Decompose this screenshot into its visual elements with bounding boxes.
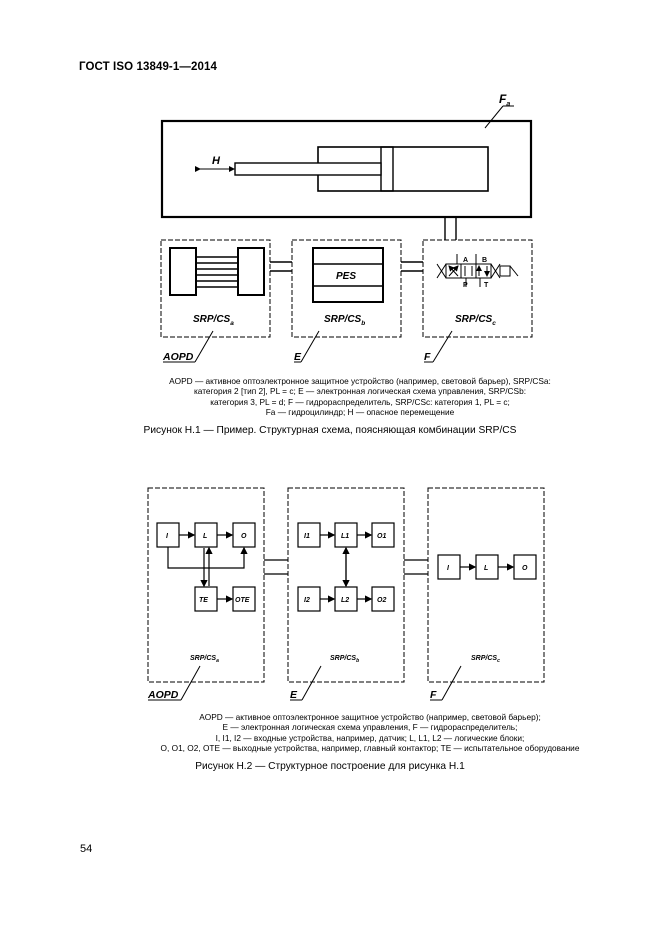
valve-port-b: B	[482, 257, 488, 264]
srp-cs-a-label: SRP/$CS_a$	[193, 314, 234, 327]
pointer-f: F	[424, 351, 431, 363]
valve-port-t: T	[484, 282, 489, 289]
block-a-input	[157, 523, 179, 547]
c-input-label: I	[447, 565, 449, 572]
a-test-label: TE	[199, 597, 208, 604]
srp-cs-c-structure	[428, 488, 544, 682]
srp-cs-a-structure	[148, 488, 264, 682]
figure1-legend-line: Fa — гидроцилиндр; H — опасное перемещение	[265, 407, 455, 418]
a-test-output-label: OTE	[235, 597, 250, 604]
c-output-label: O	[522, 565, 528, 572]
srp-cs-c-label: SRP/$CS_c$	[455, 314, 496, 327]
b-input2-label: I2	[304, 597, 310, 604]
figure2-caption: Рисунок Н.2 — Структурное построение для рисунка Н.1	[195, 761, 465, 772]
b-input1-label: I1	[304, 533, 310, 540]
page-number: 54	[80, 843, 93, 855]
figure1-legend-line: категория 3, PL = d; F — гидрораспределитель, SRP/CSc: категория 1, PL = c;	[210, 396, 510, 407]
figure1-caption: Рисунок Н.1 — Пример. Структурная схема, поясняющая комбинации SRP/CS	[143, 425, 517, 436]
pointer2-aopd: AOPD	[148, 689, 179, 701]
a-logic-label: L	[203, 533, 208, 540]
valve-port-a: A	[463, 257, 469, 264]
aopd-emitter	[170, 248, 196, 295]
c-logic-label: L	[484, 565, 489, 572]
figure1-legend-line: AOPD — активное оптоэлектронное защитное устройство (например, световой барьер), SRP/CSa:	[169, 376, 551, 386]
pointer2-e: E	[290, 689, 298, 701]
srp-cs-b-label: SRP/$CS_b$	[324, 314, 366, 327]
light-beams	[196, 257, 238, 287]
b-output1-label: O1	[377, 533, 387, 540]
pes-label: PES	[336, 271, 357, 282]
srp-cs-b-structure-label: SRP/$CS_b$	[330, 655, 360, 664]
figure1-legend	[110, 376, 610, 418]
valve-port-p: P	[463, 282, 468, 289]
piston	[381, 147, 393, 191]
document-header: ГОСТ ISO 13849-1—2014	[79, 61, 217, 73]
b-logic1-label: L1	[341, 533, 350, 540]
fa-label: $F_a$	[499, 92, 511, 108]
pointer2-f: F	[430, 689, 437, 701]
pointer-e: E	[294, 351, 302, 363]
srp-cs-c-structure-label: SRP/$CS_c$	[471, 655, 500, 664]
hydraulic-valve-symbol	[437, 254, 518, 287]
a-input-label: I	[166, 533, 168, 540]
figure2-legend-line: AOPD — активное оптоэлектронное защитное устройство (например, световой барьер);	[199, 712, 541, 722]
srp-cs-a-structure-label: SRP/$CS_a$	[190, 655, 219, 664]
piston-rod	[235, 163, 381, 175]
h-label: H	[212, 155, 220, 167]
b-logic2-label: L2	[341, 597, 350, 604]
a-output-label: O	[241, 533, 247, 540]
block-c-input	[438, 555, 460, 579]
figure2-legend-line: E — электронная логическая схема управления, F — гидрораспределитель;	[222, 722, 518, 733]
figure2-legend-line: I, I1, I2 — входные устройства, например, датчик; L, L1, L2 — логические блоки;	[215, 732, 525, 743]
figure2-legend-line: O, O1, O2, OTE — выходные устройства, например, главный контактор; TE — испытательное оборудование	[160, 743, 580, 754]
figure2-legend	[80, 712, 660, 754]
aopd-receiver	[238, 248, 264, 295]
pointer-aopd: AOPD	[163, 351, 194, 363]
figure1-legend-line: категория 2 [тип 2], PL = c; E — электронная логическая схема управления, SRP/CSb:	[193, 386, 527, 397]
b-output2-label: O2	[377, 597, 387, 604]
